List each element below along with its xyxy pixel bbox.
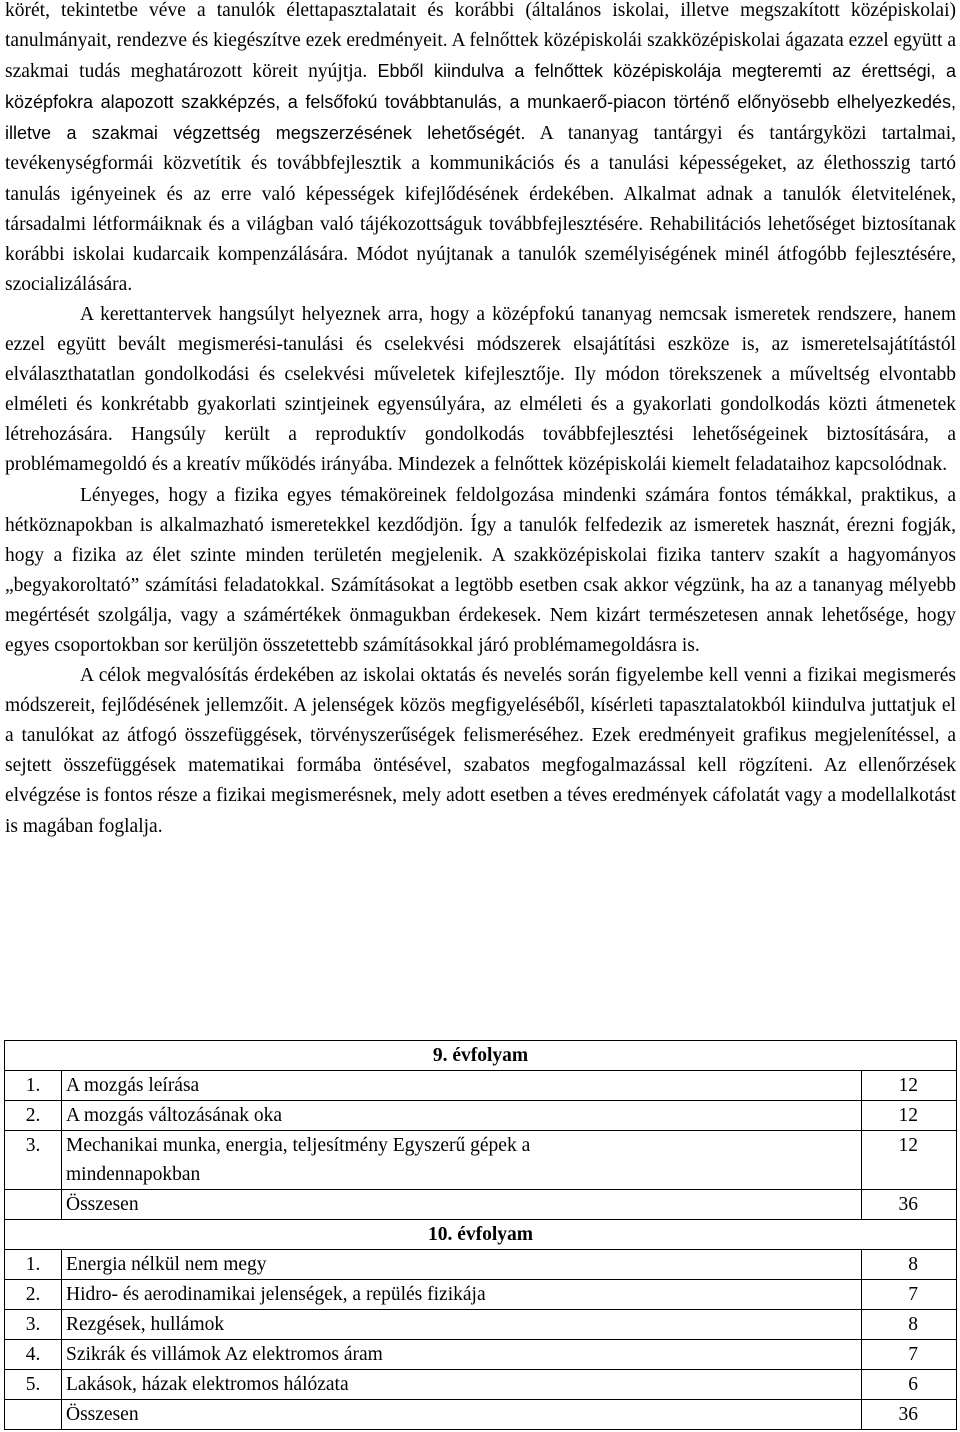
paragraph-intro	[5, 0, 956, 300]
total-row	[5, 1400, 957, 1430]
paragraph-intro-part3: A tananyag tantárgyi és tantárgyközi tartalmai, tevékenységformái közvetítik és továbbfejlesztik a kommunikációs és a tanulási képességeket, az élethosszig tartó tanulás igényeinek és az erre való képességek kifejlődésének érdekében. Alkalmat adnak a tanulók életvitelének, társadalmi létformáiknak és a világban való tájékozottságuk továbbfejlesztésére. Rehabilitációs lehetőséget biztosítanak korábbi iskolai kudarcaik kompenzálására. Módot nyújtanak a tanulók személyiségének minél átfogóbb fejlesztésére, szocializálására.	[5, 123, 957, 295]
topic-name: Mechanikai munka, energia, teljesítmény Egyszerű gépek a mindennapokban	[62, 1131, 862, 1190]
topic-name: Lakások, házak elektromos hálózata	[62, 1370, 862, 1400]
topic-hours: 12	[862, 1131, 957, 1190]
grade-10-title: 10. évfolyam	[5, 1220, 957, 1250]
topic-name: A mozgás leírása	[62, 1071, 862, 1101]
body-text	[5, 0, 956, 842]
topic-hours: 8	[862, 1310, 957, 1340]
curriculum-table	[4, 1040, 957, 1430]
table-row	[5, 1131, 957, 1190]
grade-header-row	[5, 1041, 957, 1071]
table-row	[5, 1071, 957, 1101]
topic-number: 2.	[5, 1280, 62, 1310]
topic-hours: 6	[862, 1370, 957, 1400]
table-row	[5, 1340, 957, 1370]
topic-hours: 8	[862, 1250, 957, 1280]
total-label: Összesen	[62, 1400, 862, 1430]
table-row	[5, 1370, 957, 1400]
table-row	[5, 1310, 957, 1340]
grade-9-title: 9. évfolyam	[5, 1041, 957, 1071]
paragraph-physics: Lényeges, hogy a fizika egyes témaköreinek feldolgozása mindenki számára fontos témákkal, praktikus, a hétköznapokban is alkalmazható ismeretekkel kezdődjön. Így a tanulók felfedezik az ismeretek hasznát, érezni fogják, hogy a fizika az élet szinte minden területén megjelenik. A szakközépiskolai fizika tanterv szakít a hagyományos „begyakoroltató” számítási feladatokkal. Számításokat a legtöbb esetben csak akkor végzünk, ha az a tananyag mélyebb megértését szolgálja, vagy a számértékek önmagukban érdekesek. Nem kizárt természetesen annak lehetősége, hogy egyes csoportokban sor kerüljön összetettebb számításokkal járó problémamegoldásra is.	[5, 484, 956, 656]
topic-hours: 12	[862, 1071, 957, 1101]
topic-name: Szikrák és villámok Az elektromos áram	[62, 1340, 862, 1370]
topic-number: 3.	[5, 1131, 62, 1190]
topic-hours: 7	[862, 1340, 957, 1370]
topic-number: 3.	[5, 1310, 62, 1340]
topic-number: 2.	[5, 1101, 62, 1131]
empty-cell	[5, 1400, 62, 1430]
paragraph-curriculum: A kerettantervek hangsúlyt helyeznek arra, hogy a középfokú tananyag nemcsak ismeretek rendszere, hanem ezzel együtt bevált megismerési-tanulási és cselekvési módszerek elsajátítási eszköze is, az ismeretelsajátítástól elválaszthatatlan gondolkodási és cselekvési műveletek kifejlesztője. Ily módon törekszenek a műveltség elvontabb elméleti és konkrétabb gyakorlati szintjeinek egyensúlyára, az elméleti és a gyakorlati gondolkodás közti átmenetek létrehozására. Hangsúly került a reproduktív gondolkodás továbbfejlesztési lehetőségeinek biztosítására, a problémamegoldó és a kreatív működés irányába. Mindezek a felnőttek középiskolái kiemelt feladataihoz kapcsolódnak.	[5, 303, 956, 476]
grade-header-row	[5, 1220, 957, 1250]
topic-hours: 12	[862, 1101, 957, 1131]
paragraph-intro-part2: Ebből kiindulva a felnőttek középiskolája megteremti az érettségi, a középfokra alapozott szakképzés, a felsőfokú továbbtanulás, a munkaerő-piacon történő előnyösebb elhelyezkedés, illetve a szakmai végzettség megszerzésének lehetőségét.	[5, 61, 957, 144]
total-hours: 36	[862, 1190, 957, 1220]
topic-name: A mozgás változásának oka	[62, 1101, 862, 1131]
total-row	[5, 1190, 957, 1220]
topic-hours: 7	[862, 1280, 957, 1310]
topic-name: Energia nélkül nem megy	[62, 1250, 862, 1280]
topic-number: 1.	[5, 1071, 62, 1101]
empty-cell	[5, 1190, 62, 1220]
total-hours: 36	[862, 1400, 957, 1430]
total-label: Összesen	[62, 1190, 862, 1220]
paragraph-goals: A célok megvalósítás érdekében az iskolai oktatás és nevelés során figyelembe kell venni a fizikai megismerés módszereit, fejlődésének jellemzőit. A jelenségek közös megfigyeléséből, kísérleti tapasztalatokból kiindulva juttatjuk el a tanulókat az átfogó összefüggések, törvényszerűségek felismeréséhez. Ezek eredményeit grafikus megjelenítéssel, a sejtett összefüggések matematikai formába öntésével, szabatos megfogalmazással kell rögzíteni. Az ellenőrzések elvégzése is fontos része a fizikai megismerésnek, mely adott esetben a téves eredmények cáfolatát vagy a modellalkotást is magában foglalja.	[5, 665, 956, 837]
topic-number: 1.	[5, 1250, 62, 1280]
table-row	[5, 1101, 957, 1131]
paragraph-intro-part1: körét, tekintetbe véve a tanulók élettapasztalatait és korábbi (általános iskolai, illetve megszakított középiskolai) tanulmányait, rendezve és kiegészítve ezek eredményeit. A felnőttek középiskolái szakközépiskolai ágazata ezzel együtt a szakmai tudás meghatározott köreit nyújtja.	[5, 0, 956, 83]
table-row	[5, 1280, 957, 1310]
topic-number: 5.	[5, 1370, 62, 1400]
topic-name: Rezgések, hullámok	[62, 1310, 862, 1340]
topic-number: 4.	[5, 1340, 62, 1370]
topic-name: Hidro- és aerodinamikai jelenségek, a repülés fizikája	[62, 1280, 862, 1310]
table-row	[5, 1250, 957, 1280]
